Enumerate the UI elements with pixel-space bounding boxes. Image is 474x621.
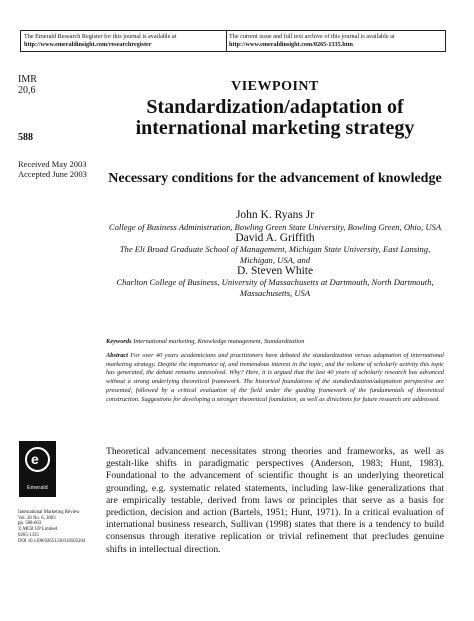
article-subtitle: Necessary conditions for the advancement of knowledge [108,171,442,186]
header-register-text: The Emerald Research Register for this journal is available at [24,33,177,40]
accepted-date: Accepted June 2003 [18,168,87,179]
publication-info [18,510,110,544]
page-number: 588 [18,132,33,143]
header-register-link[interactable]: http://www.emeraldinsight.com/researchregister [24,41,152,48]
journal-header-box [20,30,446,52]
received-date: Received May 2003 [18,159,87,169]
body-paragraph: Theoretical advancement necessitates strong theories and frameworks, as well as gestalt-like shifts in paradigmatic perspectives (Anderson, 1983; Hunt, 1983). Foundational to the advancement of scientific thought is an underlying theoretical grounding, e.g. systematic related statements, including law-like generalizations that are empirically testable, derived from laws or principles that serve as a basis for prediction, decision and action (Bartels, 1951; Hunt, 1971). In a critical evaluation of international business research, Sullivan (1998) states that there is a tendency to build consensus through iterative replication or trivial refinement that precludes genuine shifts in intellectual direction. [106,446,444,555]
abstract-text: For over 40 years academicians and practitioners have debated the standardization versus adaptation of international marketing strategy. Despite the importance of, and tremendous interest in the topic, and the volume of scholarly activity this topic has generated, the debate remains unresolved. Why? Here, it is argued that the last 40 years of scholarly research has advanced without a strong underlying theoretical framework. The historical foundations of the standardization/adaptation perspective are presented, followed by a critical evaluation of the field under the guiding framework of the fundamentals of theoretical construction. Suggestions for developing a stronger theoretical foundation, as well as directions for future research are addressed. [106,352,445,403]
emerald-logo-e-icon: e [31,451,39,467]
pub-journal-name: International Marketing Review [18,510,80,515]
section-label: VIEWPOINT [231,79,319,94]
article-title: Standardization/adaptation of international marketing strategy [135,96,415,139]
header-archive-notice [229,33,444,49]
header-divider [226,31,227,51]
author-affiliation: Charlton College of Business, University of Massachusetts at Dartmouth, North Dartmouth, Massachusetts, USA [116,277,434,298]
author-affiliation: The Eli Broad Graduate School of Management, Michigan State University, East Lansing, Michigan, USA, and [119,244,431,265]
journal-code: IMR [18,74,37,85]
author-name: D. Steven White [236,264,314,277]
pub-issn: 0265-1335 [18,532,39,538]
author-name: David A. Griffith [235,231,315,244]
pub-pages: pp. 588-603 [18,521,42,527]
emerald-logo-text: Emerald [27,485,48,491]
pub-copyright: © MCB UP Limited [18,527,58,533]
header-register-notice [24,33,224,49]
pub-doi: DOI 10.1108/02651330310505204 [18,538,86,544]
submission-dates [18,160,87,179]
keywords-label: Keywords [106,338,132,345]
author-list [106,209,444,298]
author-name: John K. Ryans Jr [235,209,315,221]
keywords-line [106,338,444,346]
abstract-label: Abstract [106,352,129,359]
volume-issue: 20,6 [18,85,36,96]
header-archive-link[interactable]: http://www.emeraldinsight.com/0265-1335.htm [229,41,353,48]
author-affiliation: College of Business Administration, Bowling Green State University, Bowling Green, Ohio, USA [108,221,442,232]
keywords-text: International marketing, Knowledge management, Standardization [133,338,305,345]
abstract-paragraph [106,352,444,404]
pub-volume: Vol. 20 No. 6, 2003 [18,515,56,521]
journal-code-block [18,74,100,96]
emerald-logo [19,441,56,497]
header-archive-text: The current issue and full text archive of this journal is available at [229,33,395,40]
